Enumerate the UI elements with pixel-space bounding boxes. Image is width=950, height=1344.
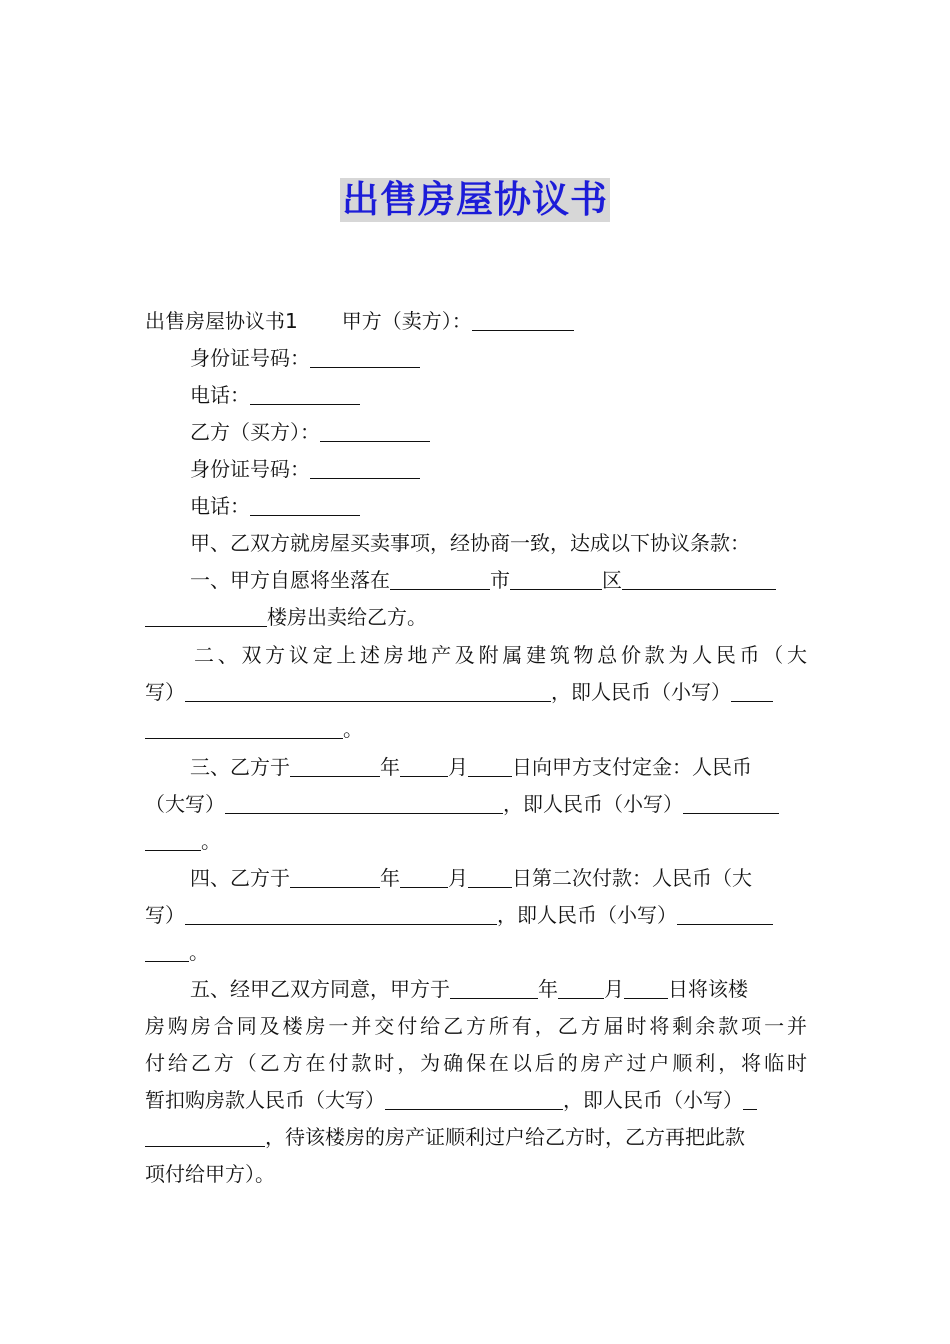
clause-3-lower-blank [683,787,779,814]
clause-4-year-blank [290,861,380,888]
clause-4-text-c: 写） [145,903,185,927]
clause-1-line-1 [145,562,807,599]
clause-4-upper-blank [185,898,497,925]
clause-5-lower-blank [743,1083,757,1110]
party-b-phone-label: 电话： [190,494,250,518]
party-b-line [145,414,807,451]
clause-3-text-b: 日向甲方支付定金：人民币 [512,755,752,779]
party-b-id-label: 身份证号码： [190,457,310,481]
clause-5-day-blank [624,972,668,999]
clause-5-text-l4b: ，即人民币（小写） [563,1088,743,1112]
clause-3-upper-blank [225,787,503,814]
clause-3-text-e: 。 [201,829,221,853]
intro-text: 甲、乙双方就房屋买卖事项，经协商一致，达成以下协议条款： [190,531,750,555]
clause-2-line-1 [145,637,807,674]
clause-4-line-2 [145,897,807,934]
clause-1-address-blank [622,563,776,590]
clause-5-year-blank [450,972,538,999]
clause-5-text-l5: ，待该楼房的房产证顺利过户给乙方时，乙方再把此款 [265,1125,745,1149]
clause-2-upper-blank [185,675,551,702]
clause-4-text-d: ，即人民币（小写） [497,903,677,927]
clause-3-text-c: （大写） [145,792,225,816]
party-b-id-line [145,451,807,488]
document-body [145,303,807,1193]
clause-3-month: 月 [448,755,468,779]
clause-5-line-5 [145,1119,807,1156]
clause-1-text-d: 楼房出卖给乙方。 [267,605,427,629]
clause-5-line-1 [145,971,807,1008]
clause-5-text-b: 日将该楼 [668,977,748,1001]
clause-4-line-3 [145,934,807,971]
clause-1-city-blank [390,563,490,590]
clause-1-address-blank-cont [145,600,267,627]
clause-5-lower-blank-cont [145,1120,265,1147]
clause-4-lower-blank [677,898,773,925]
clause-2-text-b: 写） [145,680,185,704]
clause-4-line-1 [145,860,807,897]
clause-3-line-2 [145,786,807,823]
party-a-id-label: 身份证号码： [190,346,310,370]
clause-2-text-c: ，即人民币（小写） [551,680,731,704]
party-b-phone-blank [250,489,360,516]
clause-5-line-3 [145,1045,807,1082]
clause-3-year: 年 [380,755,400,779]
clause-4-text-a: 四、乙方于 [190,866,290,890]
clause-3-lower-blank-cont [145,824,201,851]
clause-5-line-4 [145,1082,807,1119]
party-a-id-blank [310,341,420,368]
clause-4-month-blank [400,861,448,888]
clause-4-text-e: 。 [189,940,209,964]
party-a-phone-blank [250,378,360,405]
clause-3-text-a: 三、乙方于 [190,755,290,779]
clause-5-line-2 [145,1008,807,1045]
document-title: 出售房屋协议书 [342,178,608,221]
party-a-phone-line [145,377,807,414]
party-b-phone-line [145,488,807,525]
clause-4-year: 年 [380,866,400,890]
party-a-phone-label: 电话： [190,383,250,407]
party-a-id-line [145,340,807,377]
clause-5-text-l6: 项付给甲方）。 [145,1162,275,1186]
clause-2-line-3 [145,711,807,748]
title-container [0,178,950,222]
clause-5-month: 月 [604,977,624,1001]
clause-3-line-3 [145,823,807,860]
clause-3-year-blank [290,750,380,777]
clause-5-text-l3: 付给乙方（乙方在付款时，为确保在以后的房产过户顺利，将临时 [145,1051,807,1075]
clause-4-lower-blank-cont [145,935,189,962]
clause-2-text-a: 二、双方议定上述房地产及附属建筑物总价款为人民币（大 [194,643,807,667]
party-a-blank [472,304,574,331]
clause-1-city-label: 市 [490,568,510,592]
doc-ref: 出售房屋协议书1 [145,309,298,333]
clause-5-month-blank [558,972,604,999]
clause-2-text-d: 。 [343,717,363,741]
clause-3-text-d: ，即人民币（小写） [503,792,683,816]
clause-2-lower-blank [731,675,773,702]
clause-5-upper-blank [385,1083,563,1110]
clause-5-text-l2: 房购房合同及楼房一并交付给乙方所有，乙方届时将剩余款项一并 [145,1014,807,1038]
clause-5-text-l4a: 暂扣购房款人民币（大写） [145,1088,385,1112]
clause-2-lower-blank-cont [145,712,343,739]
clause-1-district-blank [510,563,602,590]
clause-4-month: 月 [448,866,468,890]
header-line [145,303,807,340]
clause-5-line-6 [145,1156,807,1193]
clause-3-day-blank [468,750,512,777]
intro-line [145,525,807,562]
clause-5-year: 年 [538,977,558,1001]
clause-1-district-label: 区 [602,568,622,592]
party-a-label: 甲方（卖方）： [341,309,472,333]
clause-2-line-2 [145,674,807,711]
party-b-blank [320,415,430,442]
clause-5-text-a: 五、经甲乙双方同意，甲方于 [190,977,450,1001]
party-b-id-blank [310,452,420,479]
party-b-label: 乙方（买方）： [190,420,320,444]
clause-3-month-blank [400,750,448,777]
clause-4-text-b: 日第二次付款：人民币（大 [512,866,752,890]
clause-3-line-1 [145,749,807,786]
clause-4-day-blank [468,861,512,888]
clause-1-text-a: 一、甲方自愿将坐落在 [190,568,390,592]
clause-1-line-2 [145,599,807,636]
